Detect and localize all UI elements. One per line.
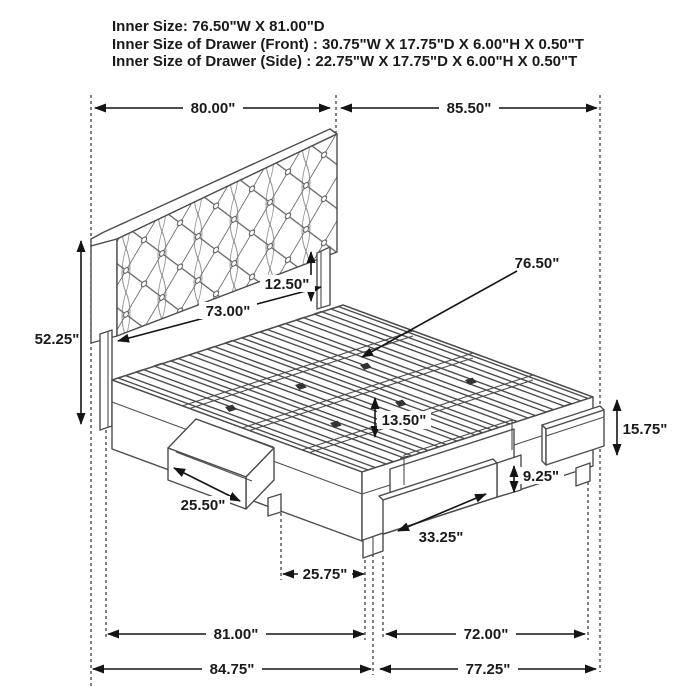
dim-drawer-panel-height: 9.25" xyxy=(522,468,560,485)
inner-size-title-block xyxy=(112,18,584,70)
headboard-left-leg xyxy=(100,330,112,430)
headboard-side-face xyxy=(91,239,117,343)
dim-base-left-overall: 84.75" xyxy=(209,661,255,678)
dim-base-left-inner: 81.00" xyxy=(213,626,259,643)
inner-size-drawer-front-line: Inner Size of Drawer (Front) : 30.75"W X 17.75"D X 6.00"H X 0.50"T xyxy=(112,36,584,53)
dim-top-length: 85.50" xyxy=(446,100,492,117)
dim-top-width: 80.00" xyxy=(190,100,236,117)
dim-side-rail-height: 15.75" xyxy=(622,421,668,438)
dim-side-drawer-width: 25.50" xyxy=(180,497,226,514)
dim-base-right-overall: 77.25" xyxy=(465,661,511,678)
left-middle-leg xyxy=(268,494,281,516)
dim-base-right-inner: 72.00" xyxy=(463,626,509,643)
dim-leg-span: 25.75" xyxy=(302,566,348,583)
dim-frame-inner-height: 13.50" xyxy=(381,412,427,429)
inner-size-drawer-side-line: Inner Size of Drawer (Side) : 22.75"W X 17.75"D X 6.00"H X 0.50"T xyxy=(112,53,578,70)
headboard-right-leg xyxy=(317,247,330,309)
dim-headboard-height: 52.25" xyxy=(34,331,80,348)
dim-headboard-width: 73.00" xyxy=(205,303,251,320)
bed-line-art xyxy=(80,100,604,558)
dim-headboard-gap: 12.50" xyxy=(264,276,310,293)
dim-slat-width: 76.50" xyxy=(514,255,560,272)
dim-front-drawer-width: 33.25" xyxy=(418,529,464,546)
front-drawer-side-wall xyxy=(497,455,521,497)
inner-size-line: Inner Size: 76.50"W X 81.00"D xyxy=(112,18,325,35)
